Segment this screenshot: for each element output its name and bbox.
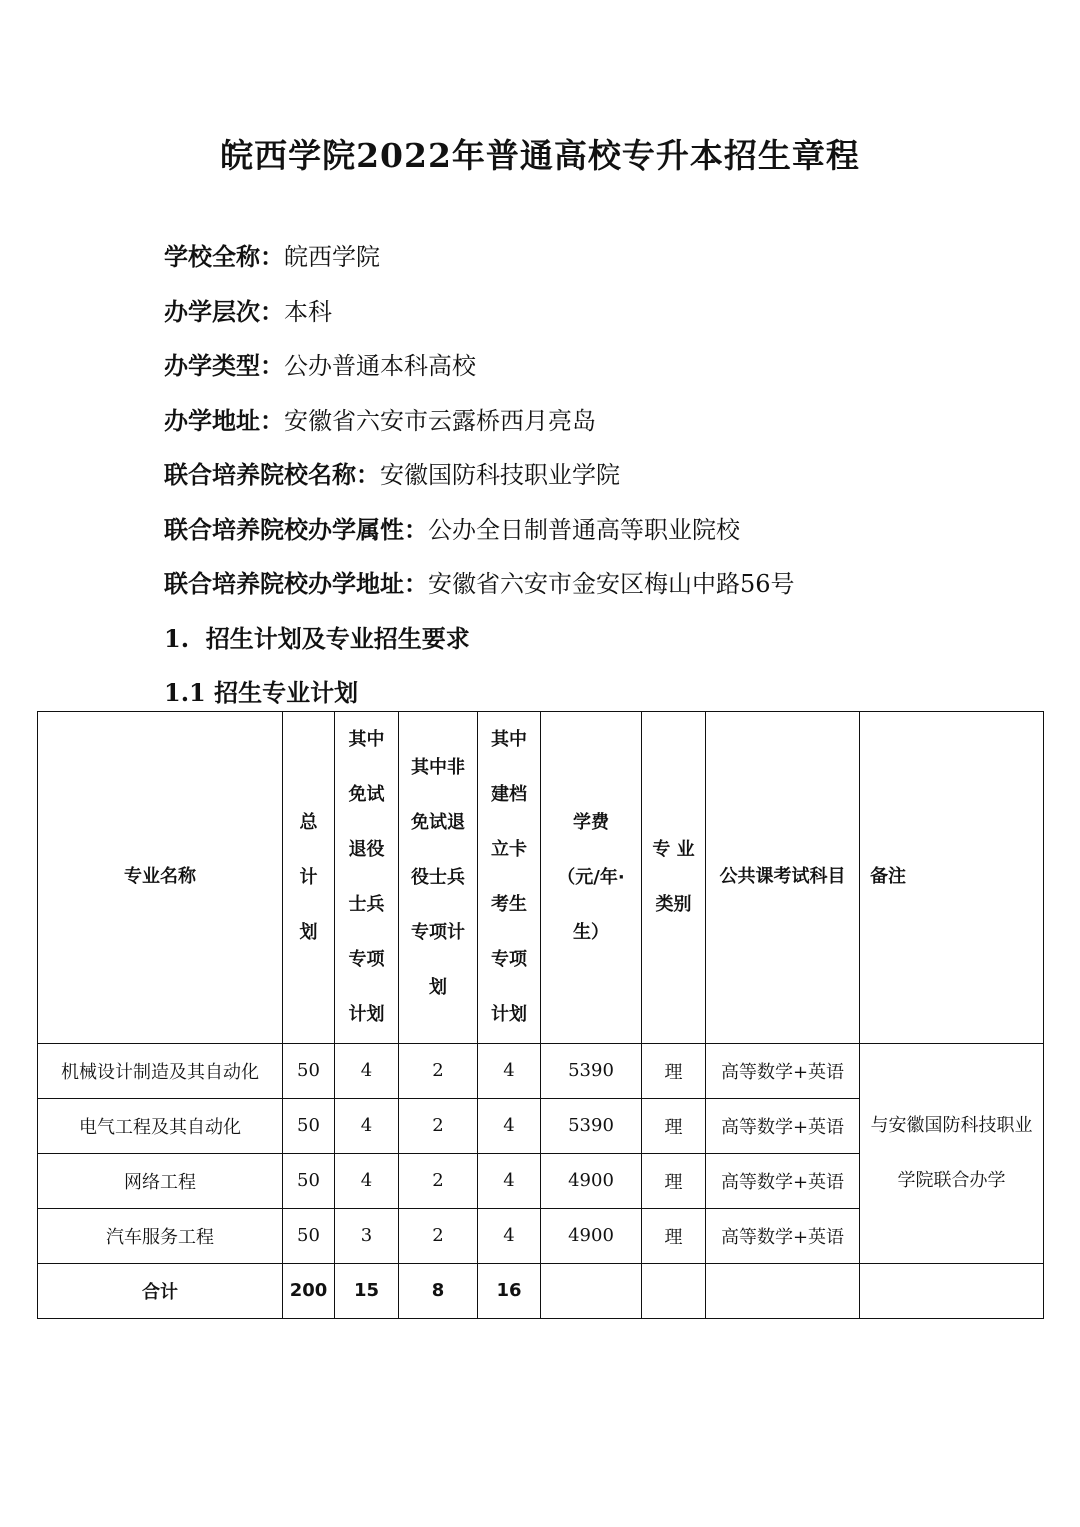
total-total: 200 [283,1263,335,1318]
table-total-row [38,1263,1044,1318]
cell-poverty: 4 [478,1043,541,1098]
cell-major: 电气工程及其自动化 [38,1098,283,1153]
cell-veteran-exempt: 3 [335,1208,399,1263]
info-value: 本科 [284,297,332,326]
header-major: 专业名称 [38,712,283,1044]
cell-total: 50 [283,1098,335,1153]
cell-veteran-exempt: 4 [335,1043,399,1098]
info-label: 办学层次： [164,297,284,326]
cell-total: 50 [283,1153,335,1208]
cell-category: 理 [642,1043,706,1098]
header-veteran-exempt [335,712,399,1044]
total-veteran-exempt: 15 [335,1263,399,1318]
header-veteran-exempt-text: 其中免试退役士兵专项计划 [348,729,385,1025]
enrollment-plan-table [37,711,1044,1319]
total-veteran-nonexempt: 8 [399,1263,478,1318]
cell-category: 理 [642,1153,706,1208]
table-header-row [38,712,1044,1044]
cell-tuition: 5390 [541,1043,642,1098]
table-row [38,1043,1044,1098]
total-note-empty [860,1263,1044,1318]
cell-subjects: 高等数学+英语 [706,1153,860,1208]
cell-total: 50 [283,1043,335,1098]
section-number: 1.1 [164,678,206,707]
info-value: 皖西学院 [284,243,380,271]
cell-poverty: 4 [478,1098,541,1153]
header-total [283,712,335,1044]
cell-veteran-nonexempt: 2 [399,1098,478,1153]
cell-veteran-nonexempt: 2 [399,1043,478,1098]
cell-subjects: 高等数学+英语 [706,1043,860,1098]
total-category-empty [642,1263,706,1318]
school-info [164,236,1044,727]
cell-subjects: 高等数学+英语 [706,1208,860,1263]
header-category [642,712,706,1044]
info-label: 联合培养院校名称： [164,461,380,489]
info-value: 公办普通本科高校 [284,352,476,380]
info-row-partner-attribute [164,509,1044,564]
header-total-text: 总计划 [299,811,318,943]
section-title: 招生专业计划 [214,679,359,707]
header-tuition [541,712,642,1044]
total-poverty: 16 [478,1263,541,1318]
cell-tuition: 5390 [541,1098,642,1153]
info-row-address [164,400,1044,455]
total-subjects-empty [706,1263,860,1318]
header-veteran-nonexempt [399,712,478,1044]
cell-veteran-nonexempt: 2 [399,1153,478,1208]
info-value: 安徽省六安市云露桥西月亮岛 [284,406,596,435]
header-category-text: 专 业类别 [652,839,695,915]
cell-category: 理 [642,1098,706,1153]
header-tuition-text: 学费（元/年·生） [557,811,625,943]
info-row-partner-address [164,563,1044,618]
total-tuition-empty [541,1263,642,1318]
info-label: 办学地址： [164,406,284,435]
info-row-partner-name [164,454,1044,509]
header-poverty-text: 其中建档立卡考生专项计划 [491,729,527,1025]
cell-major: 汽车服务工程 [38,1208,283,1263]
cell-total: 50 [283,1208,335,1263]
document-title: 皖西学院2022年普通高校专升本招生章程 [220,136,860,175]
cell-major: 网络工程 [38,1153,283,1208]
header-note: 备注 [860,712,1044,1044]
info-value: 安徽国防科技职业学院 [380,461,620,489]
section-number: 1. [164,623,190,653]
section-title: 招生计划及专业招生要求 [205,624,470,653]
cell-major: 机械设计制造及其自动化 [38,1043,283,1098]
info-row-school-name [164,236,1044,291]
cell-subjects: 高等数学+英语 [706,1098,860,1153]
cell-tuition: 4900 [541,1153,642,1208]
cell-veteran-exempt: 4 [335,1153,399,1208]
info-value: 安徽省六安市金安区梅山中路56号 [428,570,795,598]
info-value: 公办全日制普通高等职业院校 [428,515,740,544]
info-label: 联合培养院校办学属性： [164,515,428,544]
info-row-type [164,345,1044,400]
cell-category: 理 [642,1208,706,1263]
header-subjects: 公共课考试科目 [706,712,860,1044]
total-label: 合计 [38,1263,283,1318]
header-veteran-nonexempt-text: 其中非免试退役士兵专项计划 [411,756,465,998]
cell-veteran-exempt: 4 [335,1098,399,1153]
section-heading-1 [164,618,1044,673]
info-label: 联合培养院校办学地址： [164,570,428,598]
cell-poverty: 4 [478,1153,541,1208]
info-row-level [164,291,1044,346]
info-label: 学校全称： [164,243,284,271]
cell-veteran-nonexempt: 2 [399,1208,478,1263]
info-label: 办学类型： [164,352,284,380]
cell-tuition: 4900 [541,1208,642,1263]
cell-note: 与安徽国防科技职业学院联合办学 [860,1043,1044,1263]
header-poverty [478,712,541,1044]
cell-poverty: 4 [478,1208,541,1263]
